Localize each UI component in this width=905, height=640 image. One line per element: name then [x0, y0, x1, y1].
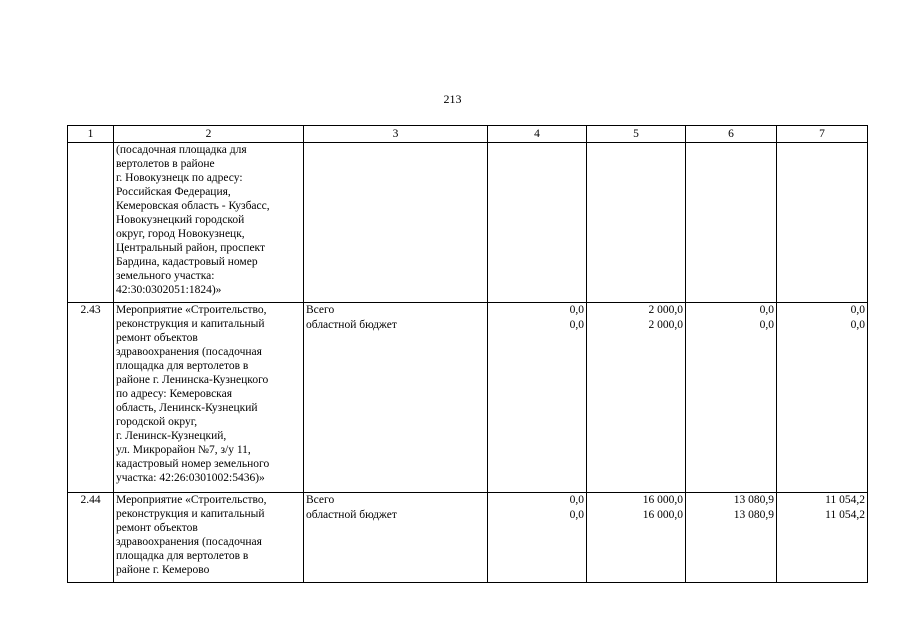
measure-name: (посадочная площадка для вертолетов в районе г. Новокузнецк по адресу: Российская Федерация, Кемеровская область - Кузбасс, Новокузнецкий городской округ, город Новокузнецк, Центральный район, проспект Бардина, кадастровый номер земельного участка: 42:30:0302051:1824)» — [114, 143, 304, 303]
table-row — [68, 493, 868, 583]
value-total: 0,0 — [759, 304, 774, 316]
header-col-3: 3 — [304, 126, 488, 143]
value-regional: 0,0 — [850, 319, 865, 331]
header-col-5: 5 — [587, 126, 686, 143]
value-total: 0,0 — [569, 494, 584, 506]
header-col-2: 2 — [114, 126, 304, 143]
value-total: 2 000,0 — [648, 304, 683, 316]
table-header-row — [68, 126, 868, 143]
funding-source-total: Всего — [306, 494, 335, 506]
value-col-4 — [488, 143, 587, 303]
value-regional: 0,0 — [569, 319, 584, 331]
value-col-6 — [686, 143, 777, 303]
value-total: 0,0 — [569, 304, 584, 316]
value-regional: 13 080,9 — [733, 509, 774, 521]
header-col-4: 4 — [488, 126, 587, 143]
value-regional: 0,0 — [759, 319, 774, 331]
value-col-5 — [587, 143, 686, 303]
funding-source-cell — [304, 303, 488, 493]
value-col-4 — [488, 493, 587, 583]
value-regional: 2 000,0 — [648, 319, 683, 331]
value-total: 16 000,0 — [642, 494, 683, 506]
funding-source-regional: областной бюджет — [306, 319, 397, 331]
funding-source-regional: областной бюджет — [306, 509, 397, 521]
row-number — [68, 143, 114, 303]
value-col-5 — [587, 303, 686, 493]
table-row — [68, 303, 868, 493]
row-number: 2.44 — [68, 493, 114, 583]
header-col-6: 6 — [686, 126, 777, 143]
value-col-7 — [777, 493, 868, 583]
header-col-1: 1 — [68, 126, 114, 143]
value-col-7 — [777, 303, 868, 493]
value-total: 11 054,2 — [825, 494, 865, 506]
value-regional: 11 054,2 — [825, 509, 865, 521]
measure-name: Мероприятие «Строительство, реконструкция и капитальный ремонт объектов здравоохранения (посадочная площадка для вертолетов в районе г. Кемерово — [114, 493, 304, 583]
value-col-6 — [686, 493, 777, 583]
value-regional: 0,0 — [569, 509, 584, 521]
value-regional: 16 000,0 — [642, 509, 683, 521]
value-col-6 — [686, 303, 777, 493]
value-total: 13 080,9 — [733, 494, 774, 506]
funding-source-cell — [304, 143, 488, 303]
value-col-7 — [777, 143, 868, 303]
value-total: 0,0 — [850, 304, 865, 316]
budget-table — [67, 125, 868, 583]
measure-name: Мероприятие «Строительство, реконструкция и капитальный ремонт объектов здравоохранения (посадочная площадка для вертолетов в районе г. Ленинска-Кузнецкого по адресу: Кемеровская область, Ленинск-Кузнецкий городской округ, г. Ленинск-Кузнецкий, ул. Микрорайон №7, з/у 11, кадастровый номер земельного участка: 42:26:0301002:5436)» — [114, 303, 304, 493]
funding-source-total: Всего — [306, 304, 335, 316]
header-col-7: 7 — [777, 126, 868, 143]
funding-source-cell — [304, 493, 488, 583]
table-row — [68, 143, 868, 303]
row-number: 2.43 — [68, 303, 114, 493]
page-number: 213 — [443, 92, 462, 106]
value-col-5 — [587, 493, 686, 583]
value-col-4 — [488, 303, 587, 493]
